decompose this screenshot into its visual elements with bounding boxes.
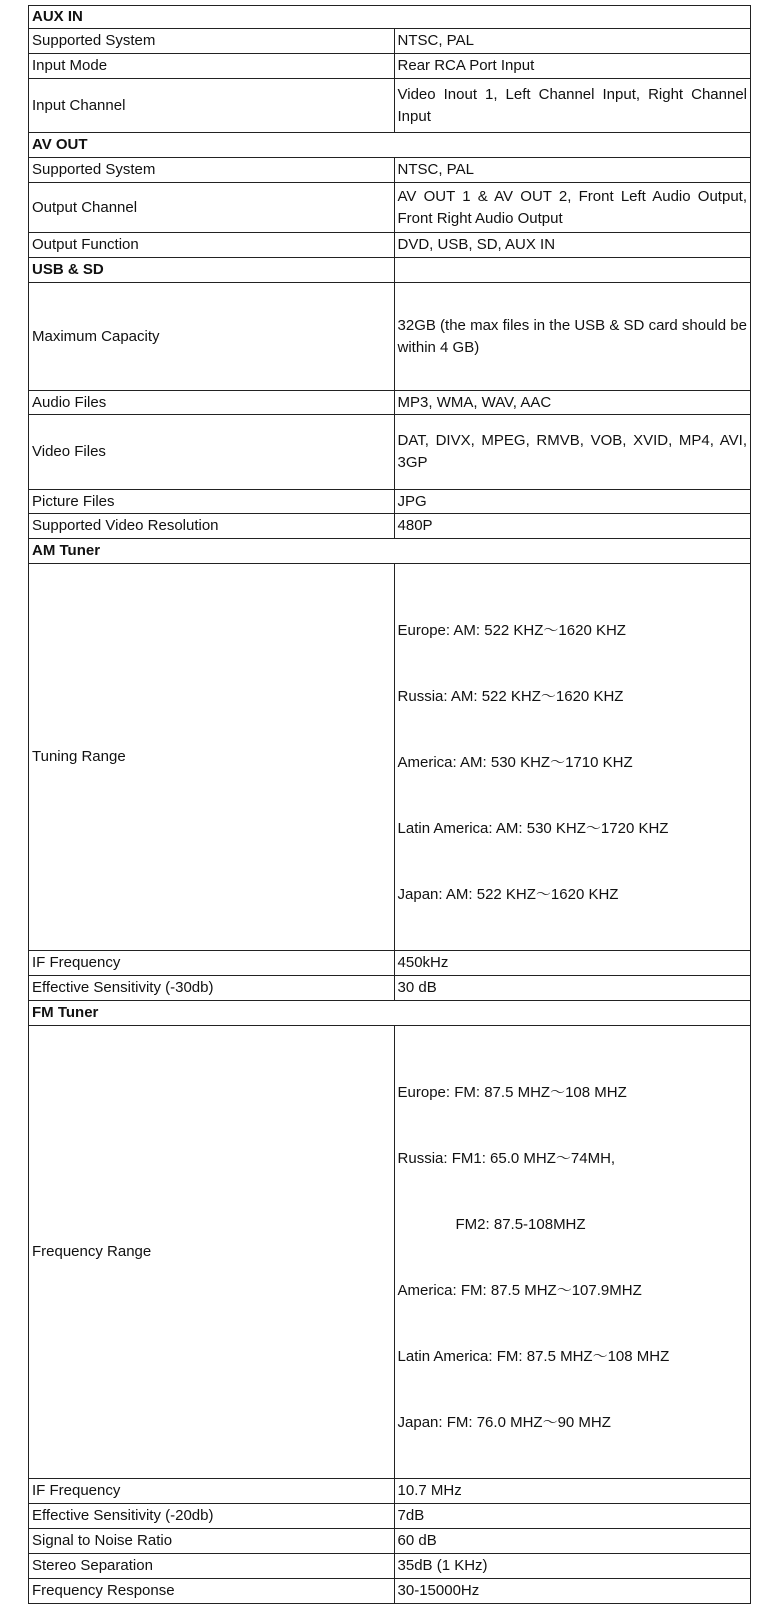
table-row (29, 233, 751, 258)
row-value: 7dB (394, 1504, 750, 1529)
row-value: 60 dB (394, 1529, 750, 1554)
row-label: Frequency Response (29, 1579, 395, 1604)
table-row (29, 29, 751, 54)
value-line: Europe: AM: 522 KHZ～1620 KHZ (397, 622, 626, 639)
row-value (394, 1026, 750, 1479)
row-value: JPG (394, 490, 750, 514)
table-row (29, 79, 751, 133)
table-row (29, 490, 751, 514)
row-value: DAT, DIVX, MPEG, RMVB, VOB, XVID, MP4, AVI, 3GP (394, 415, 750, 490)
row-value: NTSC, PAL (394, 158, 750, 183)
table-row (29, 514, 751, 539)
row-value: 480P (394, 514, 750, 539)
row-value: MP3, WMA, WAV, AAC (394, 391, 750, 415)
row-value: DVD, USB, SD, AUX IN (394, 233, 750, 258)
row-label: Input Mode (29, 54, 395, 79)
section-title: AV OUT (29, 133, 751, 158)
row-label: Picture Files (29, 490, 395, 514)
row-value: Video Inout 1, Left Channel Input, Right Channel Input (394, 79, 750, 133)
row-label: Effective Sensitivity (-30db) (29, 976, 395, 1001)
table-row (29, 951, 751, 976)
section-header-av-out (29, 133, 751, 158)
table-row (29, 415, 751, 490)
row-value: 30 dB (394, 976, 750, 1001)
table-row (29, 54, 751, 79)
row-label: IF Frequency (29, 1479, 395, 1504)
row-value (394, 564, 750, 951)
row-label: Output Channel (29, 183, 395, 233)
section-title: FM Tuner (29, 1001, 751, 1026)
row-label: Frequency Range (29, 1026, 395, 1479)
value-line: Russia: AM: 522 KHZ～1620 KHZ (397, 688, 624, 705)
row-value: 35dB (1 KHz) (394, 1554, 750, 1579)
value-line: America: FM: 87.5 MHZ～107.9MHZ (397, 1282, 642, 1299)
table-row (29, 564, 751, 951)
row-label: Stereo Separation (29, 1554, 395, 1579)
table-row (29, 1026, 751, 1479)
row-value: 450kHz (394, 951, 750, 976)
section-title: AM Tuner (29, 539, 751, 564)
table-row (29, 1504, 751, 1529)
table-row (29, 283, 751, 391)
value-line: Russia: FM1: 65.0 MHZ～74MH, (397, 1150, 616, 1167)
row-label: Maximum Capacity (29, 283, 395, 391)
section-header-fm-tuner (29, 1001, 751, 1026)
section-title: USB & SD (29, 258, 395, 283)
row-label: Input Channel (29, 79, 395, 133)
row-label: Video Files (29, 415, 395, 490)
value-line: America: AM: 530 KHZ～1710 KHZ (397, 754, 633, 771)
row-label: Supported System (29, 29, 395, 54)
row-value: Rear RCA Port Input (394, 54, 750, 79)
row-value: AV OUT 1 & AV OUT 2, Front Left Audio Output, Front Right Audio Output (394, 183, 750, 233)
spec-table (28, 5, 751, 1604)
table-row (29, 183, 751, 233)
row-label: Effective Sensitivity (-20db) (29, 1504, 395, 1529)
row-value: 32GB (the max files in the USB & SD card should be within 4 GB) (394, 283, 750, 391)
row-value: 10.7 MHz (394, 1479, 750, 1504)
section-header-am-tuner (29, 539, 751, 564)
value-line: Japan: AM: 522 KHZ～1620 KHZ (397, 886, 619, 903)
value-line: Europe: FM: 87.5 MHZ～108 MHZ (397, 1084, 627, 1101)
section-title: AUX IN (29, 6, 751, 29)
table-row (29, 158, 751, 183)
section-header-aux-in (29, 6, 751, 29)
row-label: IF Frequency (29, 951, 395, 976)
row-label: Supported System (29, 158, 395, 183)
value-line: Latin America: FM: 87.5 MHZ～108 MHZ (397, 1348, 670, 1365)
value-line: Japan: FM: 76.0 MHZ～90 MHZ (397, 1414, 611, 1431)
value-line: Latin America: AM: 530 KHZ～1720 KHZ (397, 820, 669, 837)
table-row (29, 1579, 751, 1604)
row-label: Tuning Range (29, 564, 395, 951)
value-line: FM2: 87.5-108MHZ (455, 1216, 586, 1233)
table-row (29, 976, 751, 1001)
table-row (29, 1479, 751, 1504)
section-header-usb-sd (29, 258, 751, 283)
row-label: Output Function (29, 233, 395, 258)
row-value: 30-15000Hz (394, 1579, 750, 1604)
table-row (29, 1554, 751, 1579)
table-row (29, 391, 751, 415)
table-row (29, 1529, 751, 1554)
row-value: NTSC, PAL (394, 29, 750, 54)
row-label: Signal to Noise Ratio (29, 1529, 395, 1554)
row-label: Audio Files (29, 391, 395, 415)
row-label: Supported Video Resolution (29, 514, 395, 539)
